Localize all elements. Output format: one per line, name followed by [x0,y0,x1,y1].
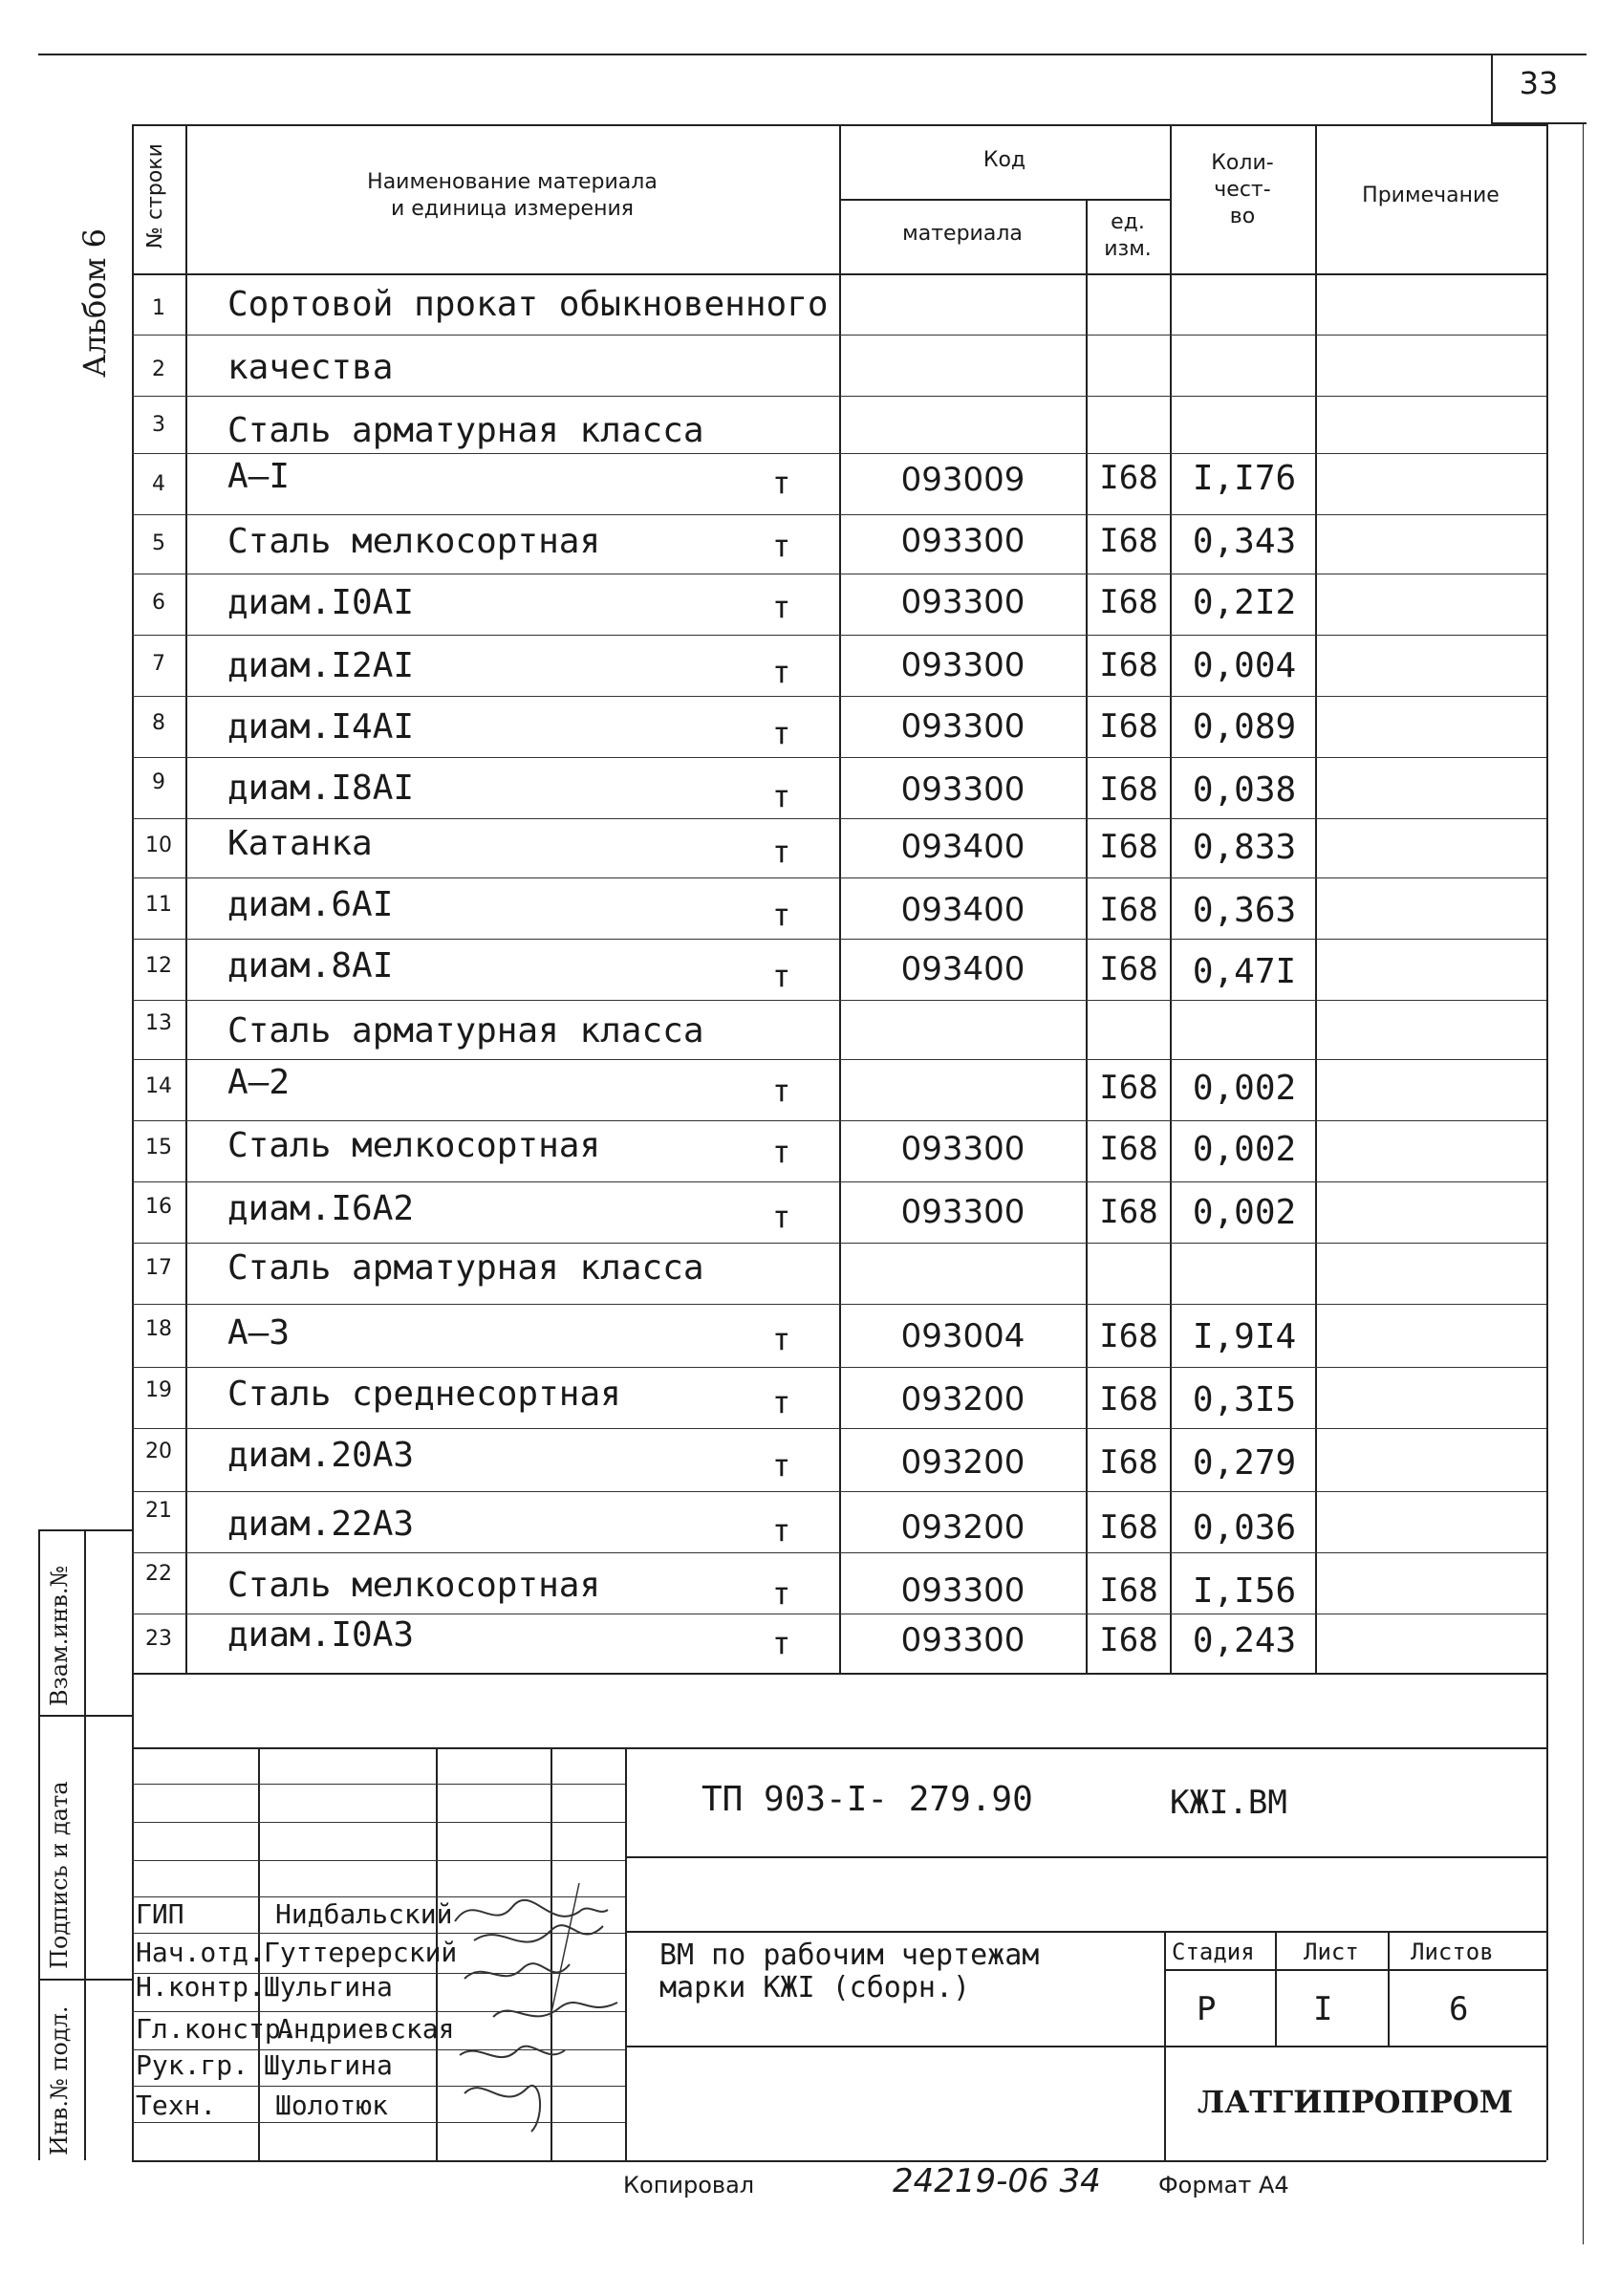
header-name-2: и единица измерения [390,197,634,221]
row-line [132,818,1546,819]
header-code-unit-1: ед. [1111,210,1145,234]
stamp-podpis: Подпись и дата [46,1781,73,1969]
page-number-box-left [1491,54,1493,122]
row-quantity: 0,343 [1192,522,1297,561]
row-line [132,1491,1546,1492]
row-name: диам.6AI [227,885,394,924]
row-unit: т [772,1134,791,1170]
row-name: Сортовой прокат обыкновенного [227,285,829,324]
row-unit-code: I68 [1099,459,1158,497]
person-name: Нидбальский [275,1898,453,1930]
row-number: 12 [145,954,172,978]
sheet-label: Лист [1304,1939,1359,1965]
row-unit: т [772,654,791,690]
row-unit: т [772,715,791,751]
footer-format: Формат А4 [1158,2172,1289,2199]
row-line [132,939,1546,940]
row-number: 14 [145,1074,172,1098]
row-number: 8 [152,711,165,735]
person-role: ГИП [136,1898,184,1930]
row-unit-code: I68 [1099,770,1158,809]
row-number: 5 [152,531,165,555]
row-quantity: 0,243 [1192,1621,1297,1660]
row-quantity: 0,2I2 [1192,583,1297,622]
row-number: 16 [145,1195,172,1219]
row-code: 093400 [900,950,1025,988]
signatures-drawing [436,1874,637,2141]
sheet-value: I [1313,1990,1333,2028]
page-number: 33 [1519,65,1559,101]
header-name-1: Наименование материала [367,170,658,194]
row-quantity: 0,004 [1192,646,1297,685]
top-border [38,54,1587,55]
row-code: 093300 [900,1571,1025,1610]
row-quantity: I,I56 [1192,1571,1297,1611]
row-name: Сталь мелкосортная [227,1126,601,1165]
row-code: 093009 [900,461,1025,499]
row-line [132,1428,1546,1429]
row-name: диам.22A3 [227,1505,415,1544]
row-unit: т [772,834,791,870]
row-line [132,877,1546,878]
tb-sheets-left [1388,1931,1390,2046]
row-number: 13 [145,1011,172,1035]
row-quantity: 0,002 [1192,1193,1297,1232]
row-name: А–2 [227,1063,291,1102]
row-line [132,696,1546,697]
row-code: 093200 [900,1380,1025,1419]
row-line [132,757,1546,758]
table-body-bottom [132,1673,1546,1675]
tb-sheet-left [1275,1931,1277,2046]
row-line [132,514,1546,515]
title-line-1: ВМ по рабочим чертежам [659,1939,1040,1972]
sheets-value: 6 [1449,1990,1469,2028]
row-unit-code: I68 [1099,950,1158,988]
row-unit-code: I68 [1099,1621,1158,1659]
row-number: 23 [145,1627,172,1651]
tb-doccode-bottom [625,1856,1546,1858]
row-code: 093300 [900,522,1025,560]
row-unit-code: I68 [1099,1317,1158,1355]
row-number: 9 [152,770,165,794]
row-unit: т [772,897,791,933]
row-code: 093300 [900,583,1025,621]
row-line [132,1367,1546,1368]
row-unit: т [772,589,791,625]
header-note: Примечание [1362,184,1500,207]
row-line [132,1552,1546,1553]
row-number: 7 [152,652,165,676]
row-number: 21 [145,1499,172,1523]
tb-top [132,1747,1546,1749]
row-number: 17 [145,1256,172,1280]
row-name: Сталь арматурная класса [227,1011,704,1051]
row-unit: т [772,1384,791,1420]
row-quantity: 0,279 [1192,1443,1297,1483]
row-number: 22 [145,1562,172,1586]
row-quantity: 0,47I [1192,952,1297,991]
row-name: Катанка [227,824,373,863]
row-unit-code: I68 [1099,1443,1158,1482]
row-line [132,1243,1546,1244]
row-unit-code: I68 [1099,583,1158,621]
row-quantity: 0,3I5 [1192,1380,1297,1419]
tb-stage-row [1164,1969,1546,1971]
row-code: 093300 [900,1130,1025,1168]
row-quantity: 0,002 [1192,1130,1297,1169]
row-number: 19 [145,1378,172,1402]
row-quantity: 0,833 [1192,828,1297,867]
row-name: диам.I2AI [227,646,415,685]
person-name: Шолотюк [275,2090,389,2121]
row-quantity: I,9I4 [1192,1317,1297,1356]
row-number: 6 [152,591,165,615]
row-unit: т [772,1321,791,1357]
row-code: 093300 [900,1193,1025,1231]
person-name: Андриевская [277,2013,455,2045]
row-quantity: 0,089 [1192,707,1297,747]
row-name: качества [227,348,394,387]
stage-label: Стадия [1172,1939,1255,1965]
person-name: Шульгина [264,2049,393,2081]
person-role: Рук.гр. [136,2049,249,2081]
row-line [132,1059,1546,1060]
tb-bottom [132,2160,1546,2162]
row-name: Сталь мелкосортная [227,1566,601,1605]
row-name: А–3 [227,1313,291,1353]
row-unit-code: I68 [1099,522,1158,560]
row-unit-code: I68 [1099,1130,1158,1168]
header-row-no: № строки [143,143,167,249]
row-name: диам.I6A2 [227,1189,415,1228]
row-unit: т [772,1575,791,1612]
row-unit: т [772,958,791,994]
row-line [132,1120,1546,1121]
row-name: Сталь арматурная класса [227,1248,704,1288]
person-role: Техн. [136,2090,217,2121]
album-label: Альбом 6 [76,228,113,378]
header-qty-3: во [1229,205,1256,228]
doc-mark: КЖI.ВМ [1170,1784,1287,1822]
row-line [132,1181,1546,1182]
row-unit-code: I68 [1099,891,1158,929]
row-code: 093300 [900,646,1025,684]
header-code-unit-2: изм. [1104,237,1152,261]
header-code: Код [982,148,1026,172]
stamp-vzam: Взам.инв.№ [46,1565,73,1706]
row-unit: т [772,778,791,814]
col-qty [1315,124,1317,1673]
row-unit: т [772,1447,791,1484]
row-name: диам.20A3 [227,1436,415,1475]
row-unit-code: I68 [1099,828,1158,866]
row-code: 093004 [900,1317,1025,1355]
row-number: 1 [152,296,165,320]
person-role: Нач.отд. [136,1937,265,1968]
row-name: Сталь мелкосортная [227,522,601,561]
header-qty-1: Коли- [1211,151,1274,175]
row-unit-code: I68 [1099,646,1158,684]
row-number: 4 [152,472,165,496]
row-quantity: 0,002 [1192,1069,1297,1108]
code-subheader-line [839,199,1170,201]
person-name: Гуттерерский [264,1937,458,1968]
doc-code: ТП 903-I- 279.90 [702,1780,1033,1819]
row-code: 093400 [900,828,1025,866]
row-line [132,335,1546,336]
footer-copied: Копировал [623,2172,755,2199]
person-role: Н.контр. [136,1971,265,2003]
organization: ЛАТГИПРОПРОМ [1197,2084,1514,2120]
stamp-inv: Инв.№ подл. [46,2005,73,2155]
row-unit: т [772,528,791,564]
row-unit-code: I68 [1099,1571,1158,1610]
row-name: диам.I4AI [227,707,415,747]
tb-row-line [132,1860,625,1861]
tb-row-line [132,1822,625,1823]
person-role: Гл.констр. [136,2013,297,2045]
row-code: 093300 [900,1621,1025,1659]
row-name: Сталь среднесортная [227,1375,621,1414]
row-unit: т [772,1512,791,1549]
col-unit [1170,124,1172,1673]
row-number: 2 [152,357,165,381]
row-quantity: 0,038 [1192,770,1297,810]
row-code: 093200 [900,1443,1025,1482]
row-number: 11 [145,893,172,917]
right-page-edge [1583,122,1584,2244]
row-code: 093400 [900,891,1025,929]
person-name: Шульгина [264,1971,393,2003]
row-name: Сталь арматурная класса [227,411,704,450]
col-rowno [185,124,187,1673]
row-name: диам.I0AI [227,583,415,622]
row-name: А–I [227,457,291,496]
row-name: диам.8AI [227,946,394,986]
row-number: 3 [152,413,165,437]
sheets-label: Листов [1411,1939,1494,1965]
row-number: 20 [145,1440,172,1463]
table-right [1546,124,1548,2160]
row-unit: т [772,1072,791,1109]
row-quantity: 0,036 [1192,1508,1297,1548]
row-code: 093200 [900,1508,1025,1547]
tb-stage-left [1164,1931,1166,2160]
row-unit-code: I68 [1099,1193,1158,1231]
row-line [132,396,1546,397]
row-unit: т [772,1199,791,1235]
stage-value: Р [1197,1990,1217,2028]
row-unit: т [772,465,791,501]
row-name: диам.I8AI [227,769,415,808]
row-code: 093300 [900,707,1025,746]
row-unit-code: I68 [1099,1508,1158,1547]
row-quantity: 0,363 [1192,891,1297,930]
side-stamp-inner [84,1529,86,2160]
row-unit-code: I68 [1099,1069,1158,1107]
footer-number: 24219-06 34 [893,2162,1101,2200]
header-qty-2: чест- [1214,178,1271,202]
row-line [132,635,1546,636]
tb-title-bottom [625,2046,1546,2047]
tb-row-line [132,1784,625,1785]
row-line [132,453,1546,454]
row-line [132,1000,1546,1001]
row-unit: т [772,1625,791,1661]
row-unit-code: I68 [1099,1380,1158,1419]
row-line [132,1304,1546,1305]
row-unit-code: I68 [1099,707,1158,746]
row-number: 18 [145,1317,172,1341]
side-stamp-left [38,1529,40,2160]
row-quantity: I,I76 [1192,459,1297,498]
row-number: 10 [145,834,172,857]
row-number: 15 [145,1136,172,1159]
tb-title-top [625,1931,1546,1933]
header-code-material: материала [902,222,1023,246]
title-line-2: марки КЖI (сборн.) [659,1971,971,2004]
row-code: 093300 [900,770,1025,809]
row-name: диам.I0A3 [227,1615,415,1655]
